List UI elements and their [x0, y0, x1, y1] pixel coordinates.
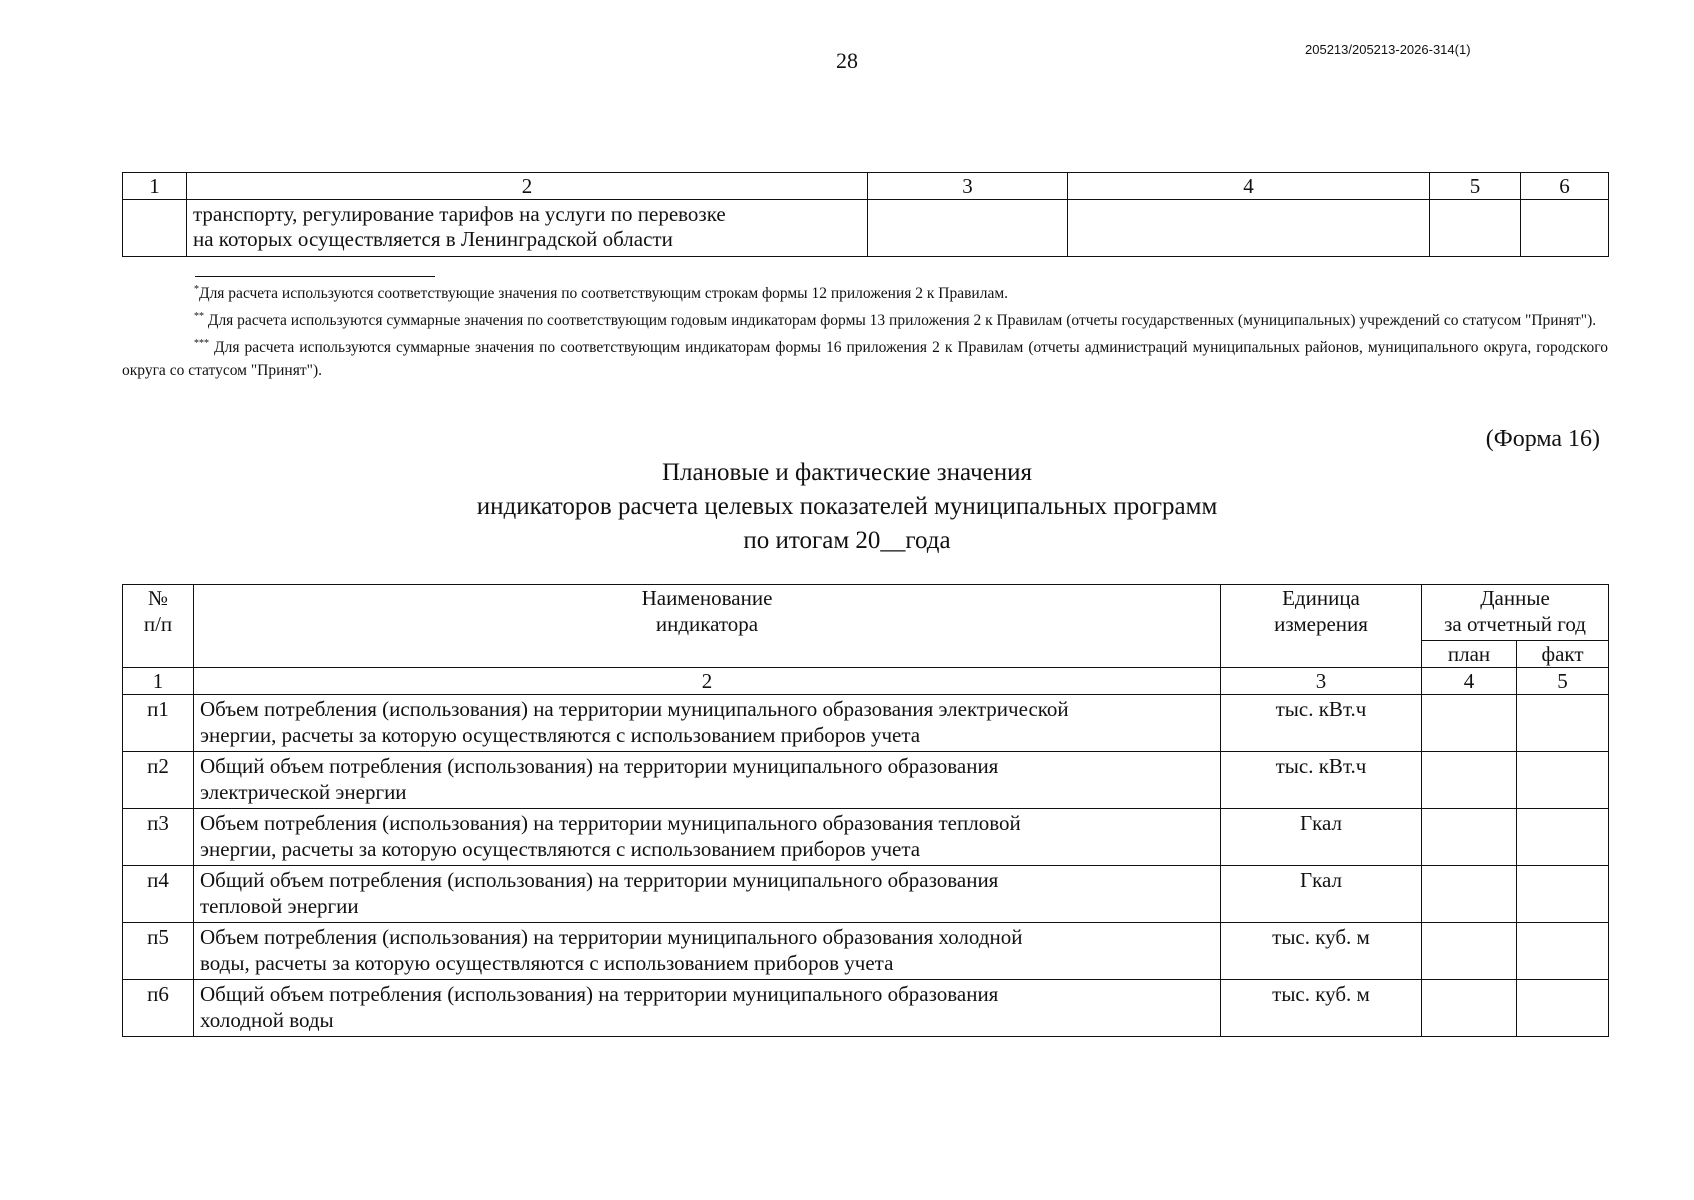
- header-report-data: [1422, 585, 1609, 641]
- indicator-name-line: Общий объем потребления (использования) на территории муниципального образования: [200, 754, 999, 778]
- footnote-separator: [195, 276, 435, 277]
- row-number: п6: [123, 980, 194, 1037]
- header-text: Данные: [1480, 586, 1550, 610]
- fact-value: [1517, 809, 1609, 866]
- footnotes: [122, 278, 1608, 382]
- column-number: 5: [1430, 173, 1521, 200]
- row-number: п5: [123, 923, 194, 980]
- row-number: п2: [123, 752, 194, 809]
- indicator-name-line: энергии, расчеты за которую осуществляются с использованием приборов учета: [200, 723, 921, 747]
- indicator-unit: Гкал: [1221, 866, 1422, 923]
- form-title-line: Плановые и фактические значения: [661, 459, 1033, 486]
- table-row: [123, 809, 1609, 866]
- header-text: п/п: [143, 612, 173, 636]
- header-plan: план: [1422, 640, 1517, 667]
- continuation-table: [122, 172, 1609, 257]
- row-number: п1: [123, 695, 194, 752]
- indicator-name: [194, 695, 1221, 752]
- footnote-text: Для расчета используются суммарные значения по соответствующим годовым индикаторам формы 13 приложения 2 к Правилам (отчеты государственных (муниципальных) учреждений со статусом "Принят").: [207, 312, 1597, 330]
- form-title: [0, 456, 1694, 558]
- column-number: 6: [1521, 173, 1609, 200]
- indicator-name: [194, 752, 1221, 809]
- indicator-name-line: холодной воды: [200, 1008, 334, 1032]
- plan-value: [1422, 809, 1517, 866]
- column-number: 5: [1517, 668, 1609, 695]
- column-number: 4: [1422, 668, 1517, 695]
- plan-value: [1422, 980, 1517, 1037]
- row-text-line: транспорту, регулирование тарифов на услуги по перевозке: [193, 202, 726, 226]
- header-fact: факт: [1517, 640, 1609, 667]
- footnote: [122, 278, 1608, 305]
- indicator-name-line: электрической энергии: [200, 780, 407, 804]
- indicator-name: [194, 809, 1221, 866]
- table-cell: [868, 200, 1068, 257]
- fact-value: [1517, 923, 1609, 980]
- indicator-unit: Гкал: [1221, 809, 1422, 866]
- indicator-name-line: Общий объем потребления (использования) на территории муниципального образования: [200, 868, 999, 892]
- table-cell: [1521, 200, 1609, 257]
- document-id: 205213/205213-2026-314(1): [1305, 42, 1471, 57]
- table-cell: [1068, 200, 1430, 257]
- header-text: Единица: [1282, 586, 1360, 610]
- table-header-row: [123, 585, 1609, 641]
- header-indicator-name: [194, 585, 1221, 668]
- footnote-text: Для расчета используются суммарные значения по соответствующим индикаторам формы 16 приложения 2 к Правилам (отчеты администраций муниципальных районов, муниципального округа, городского округа со статусом "Принят").: [122, 339, 1609, 380]
- header-text: за отчетный год: [1444, 612, 1586, 636]
- column-number: 1: [123, 173, 187, 200]
- fact-value: [1517, 695, 1609, 752]
- indicator-name-line: тепловой энергии: [200, 894, 359, 918]
- table-row: [123, 752, 1609, 809]
- column-numbers-row: [123, 668, 1609, 695]
- column-number: 4: [1068, 173, 1430, 200]
- table-cell: [123, 200, 187, 257]
- header-text: №: [147, 586, 169, 610]
- plan-value: [1422, 752, 1517, 809]
- page-number: 28: [836, 48, 858, 73]
- row-text-line: на которых осуществляется в Ленинградской области: [193, 227, 673, 251]
- fact-value: [1517, 980, 1609, 1037]
- indicator-name-line: Общий объем потребления (использования) на территории муниципального образования: [200, 982, 999, 1006]
- indicator-name: [194, 923, 1221, 980]
- indicator-unit: тыс. куб. м: [1221, 923, 1422, 980]
- header-text: Наименование: [641, 586, 773, 610]
- indicator-name-line: Объем потребления (использования) на территории муниципального образования электрической: [200, 697, 1069, 721]
- indicator-name-line: воды, расчеты за которую осуществляются с использованием приборов учета: [200, 951, 894, 975]
- header-unit: [1221, 585, 1422, 668]
- table-row: [123, 695, 1609, 752]
- form-title-line: по итогам 20__года: [743, 527, 951, 554]
- row-number: п3: [123, 809, 194, 866]
- header-text: индикатора: [655, 612, 759, 636]
- indicators-table: [122, 584, 1609, 1037]
- column-number: 2: [194, 668, 1221, 695]
- plan-value: [1422, 923, 1517, 980]
- column-number: 1: [123, 668, 194, 695]
- column-number: 3: [868, 173, 1068, 200]
- footnote: [122, 332, 1608, 382]
- indicator-unit: тыс. кВт.ч: [1221, 752, 1422, 809]
- table-cell: [187, 200, 868, 257]
- footnote-text: Для расчета используются соответствующие значения по соответствующим строкам формы 12 приложения 2 к Правилам.: [199, 285, 1009, 303]
- indicator-name-line: Объем потребления (использования) на территории муниципального образования холодной: [200, 925, 1023, 949]
- indicator-name: [194, 980, 1221, 1037]
- column-number: 3: [1221, 668, 1422, 695]
- indicator-name: [194, 866, 1221, 923]
- table-row: [123, 200, 1609, 257]
- indicator-unit: тыс. кВт.ч: [1221, 695, 1422, 752]
- footnote-mark: **: [194, 311, 204, 323]
- fact-value: [1517, 752, 1609, 809]
- plan-value: [1422, 866, 1517, 923]
- form-label: (Форма 16): [1485, 426, 1600, 452]
- row-number: п4: [123, 866, 194, 923]
- indicator-name-line: Объем потребления (использования) на территории муниципального образования тепловой: [200, 811, 1021, 835]
- table-row: [123, 980, 1609, 1037]
- table-row: [123, 866, 1609, 923]
- table-row: [123, 923, 1609, 980]
- column-number: 2: [187, 173, 868, 200]
- footnote-mark: ***: [194, 338, 209, 350]
- fact-value: [1517, 866, 1609, 923]
- footnote-mark: *: [194, 284, 199, 295]
- table-cell: [1430, 200, 1521, 257]
- plan-value: [1422, 695, 1517, 752]
- header-text: измерения: [1274, 612, 1368, 636]
- indicator-name-line: энергии, расчеты за которую осуществляются с использованием приборов учета: [200, 837, 921, 861]
- header-number: [123, 585, 194, 668]
- indicator-unit: тыс. куб. м: [1221, 980, 1422, 1037]
- footnote: [122, 305, 1608, 332]
- form-title-line: индикаторов расчета целевых показателей муниципальных программ: [476, 493, 1218, 520]
- continuation-table-header: [123, 173, 1609, 200]
